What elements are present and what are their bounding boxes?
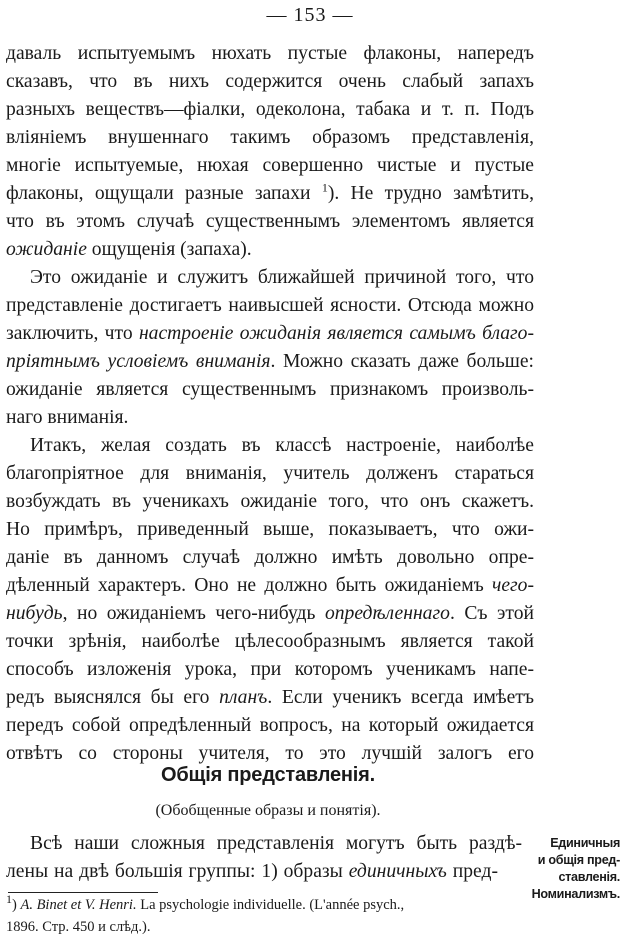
text-line: даніе въ данномъ случаѣ должно имѣть довольно опре- — [6, 547, 534, 568]
text-line: Итакъ, желая создать въ классѣ настроеніе, наиболѣе — [30, 435, 534, 456]
text-line: Но примѣръ, приведенный выше, показываетъ, что ожи- — [6, 519, 534, 540]
margin-note-line: и общія пред- — [537, 853, 620, 867]
text-line: наго вниманія. — [6, 407, 129, 428]
text-line: ожиданіе ощущенія (запаха). — [6, 239, 252, 260]
text-line: возбуждать въ ученикахъ ожиданіе того, что онъ скажетъ. — [6, 491, 534, 512]
section-title: Общія представленія. — [161, 764, 375, 786]
text-line: точки зрѣнія, наиболѣе цѣлесообразнымъ является такой — [6, 631, 534, 652]
footnote-divider — [8, 892, 158, 893]
text-line: нибудь, но ожиданіемъ чего-нибудь опредѣленнаго. Съ этой — [6, 603, 534, 624]
margin-note — [530, 835, 620, 903]
text-line: разныхъ веществъ—фіалки, одеколона, табака и т. п. Подъ — [6, 99, 534, 120]
text-line: Это ожиданіе и служитъ ближайшей причиной того, что — [30, 267, 534, 288]
text-line: отвѣтъ со стороны учителя, то это лучшій залогъ его — [6, 743, 534, 764]
footnote-line: $^1$) A. Binet et V. Henri. La psychologie individuelle. (L'année psych., — [6, 892, 405, 913]
text-line: ожиданіе является существеннымъ признакомъ произволь- — [6, 379, 534, 400]
margin-note-line: ставленія. — [558, 870, 620, 884]
section-subtitle: (Обобщенные образы и понятія). — [155, 802, 381, 819]
text-line: редъ выяснялся бы его планъ. Если ученикъ всегда имѣетъ — [6, 687, 534, 708]
text-line: вліяніемъ внушеннаго такимъ образомъ представленія, — [6, 127, 534, 148]
text-line: сказавъ, что въ нихъ содержится очень слабый запахъ — [6, 71, 534, 92]
text-line: пріятнымъ условіемъ вниманія. Можно сказать даже больше: — [6, 351, 534, 372]
text-line: дѣленный характеръ. Оно не должно быть ожиданіемъ чего- — [6, 575, 534, 596]
text-line: многіе испытуемые, нюхая совершенно чистые и пустые — [6, 155, 534, 176]
text-line: лены на двѣ большія группы: 1) образы единичныхъ пред- — [6, 861, 498, 882]
text-line: передъ собой опредѣленный вопросъ, на который ожидается — [6, 715, 534, 736]
text-line: заключить, что настроеніе ожиданія является самымъ благо- — [6, 323, 534, 344]
text-line: флаконы, ощущали разные запахи $^1$). Не трудно замѣтить, — [6, 180, 534, 204]
text-line: способъ изложенія урока, при которомъ ученикамъ напе- — [6, 659, 534, 680]
footnote-reference: 1 — [321, 180, 328, 195]
text-line: Всѣ наши сложныя представленія могутъ быть раздѣ- — [30, 833, 522, 854]
text-line: представленіе достигаетъ наивысшей ясности. Отсюда можно — [6, 295, 534, 316]
text-line: что въ этомъ случаѣ существеннымъ элементомъ является — [6, 211, 534, 232]
footnote-line: 1896. Стр. 450 и слѣд.). — [6, 919, 151, 935]
margin-note-line: Единичныя — [550, 836, 620, 850]
text-line: даваль испытуемымъ нюхать пустые флаконы, напередъ — [6, 43, 534, 64]
margin-note-line: Номинализмъ. — [531, 887, 620, 901]
text-line: благопріятное для вниманія, учитель долженъ стараться — [6, 463, 534, 484]
page-number: — 153 — — [266, 4, 354, 26]
